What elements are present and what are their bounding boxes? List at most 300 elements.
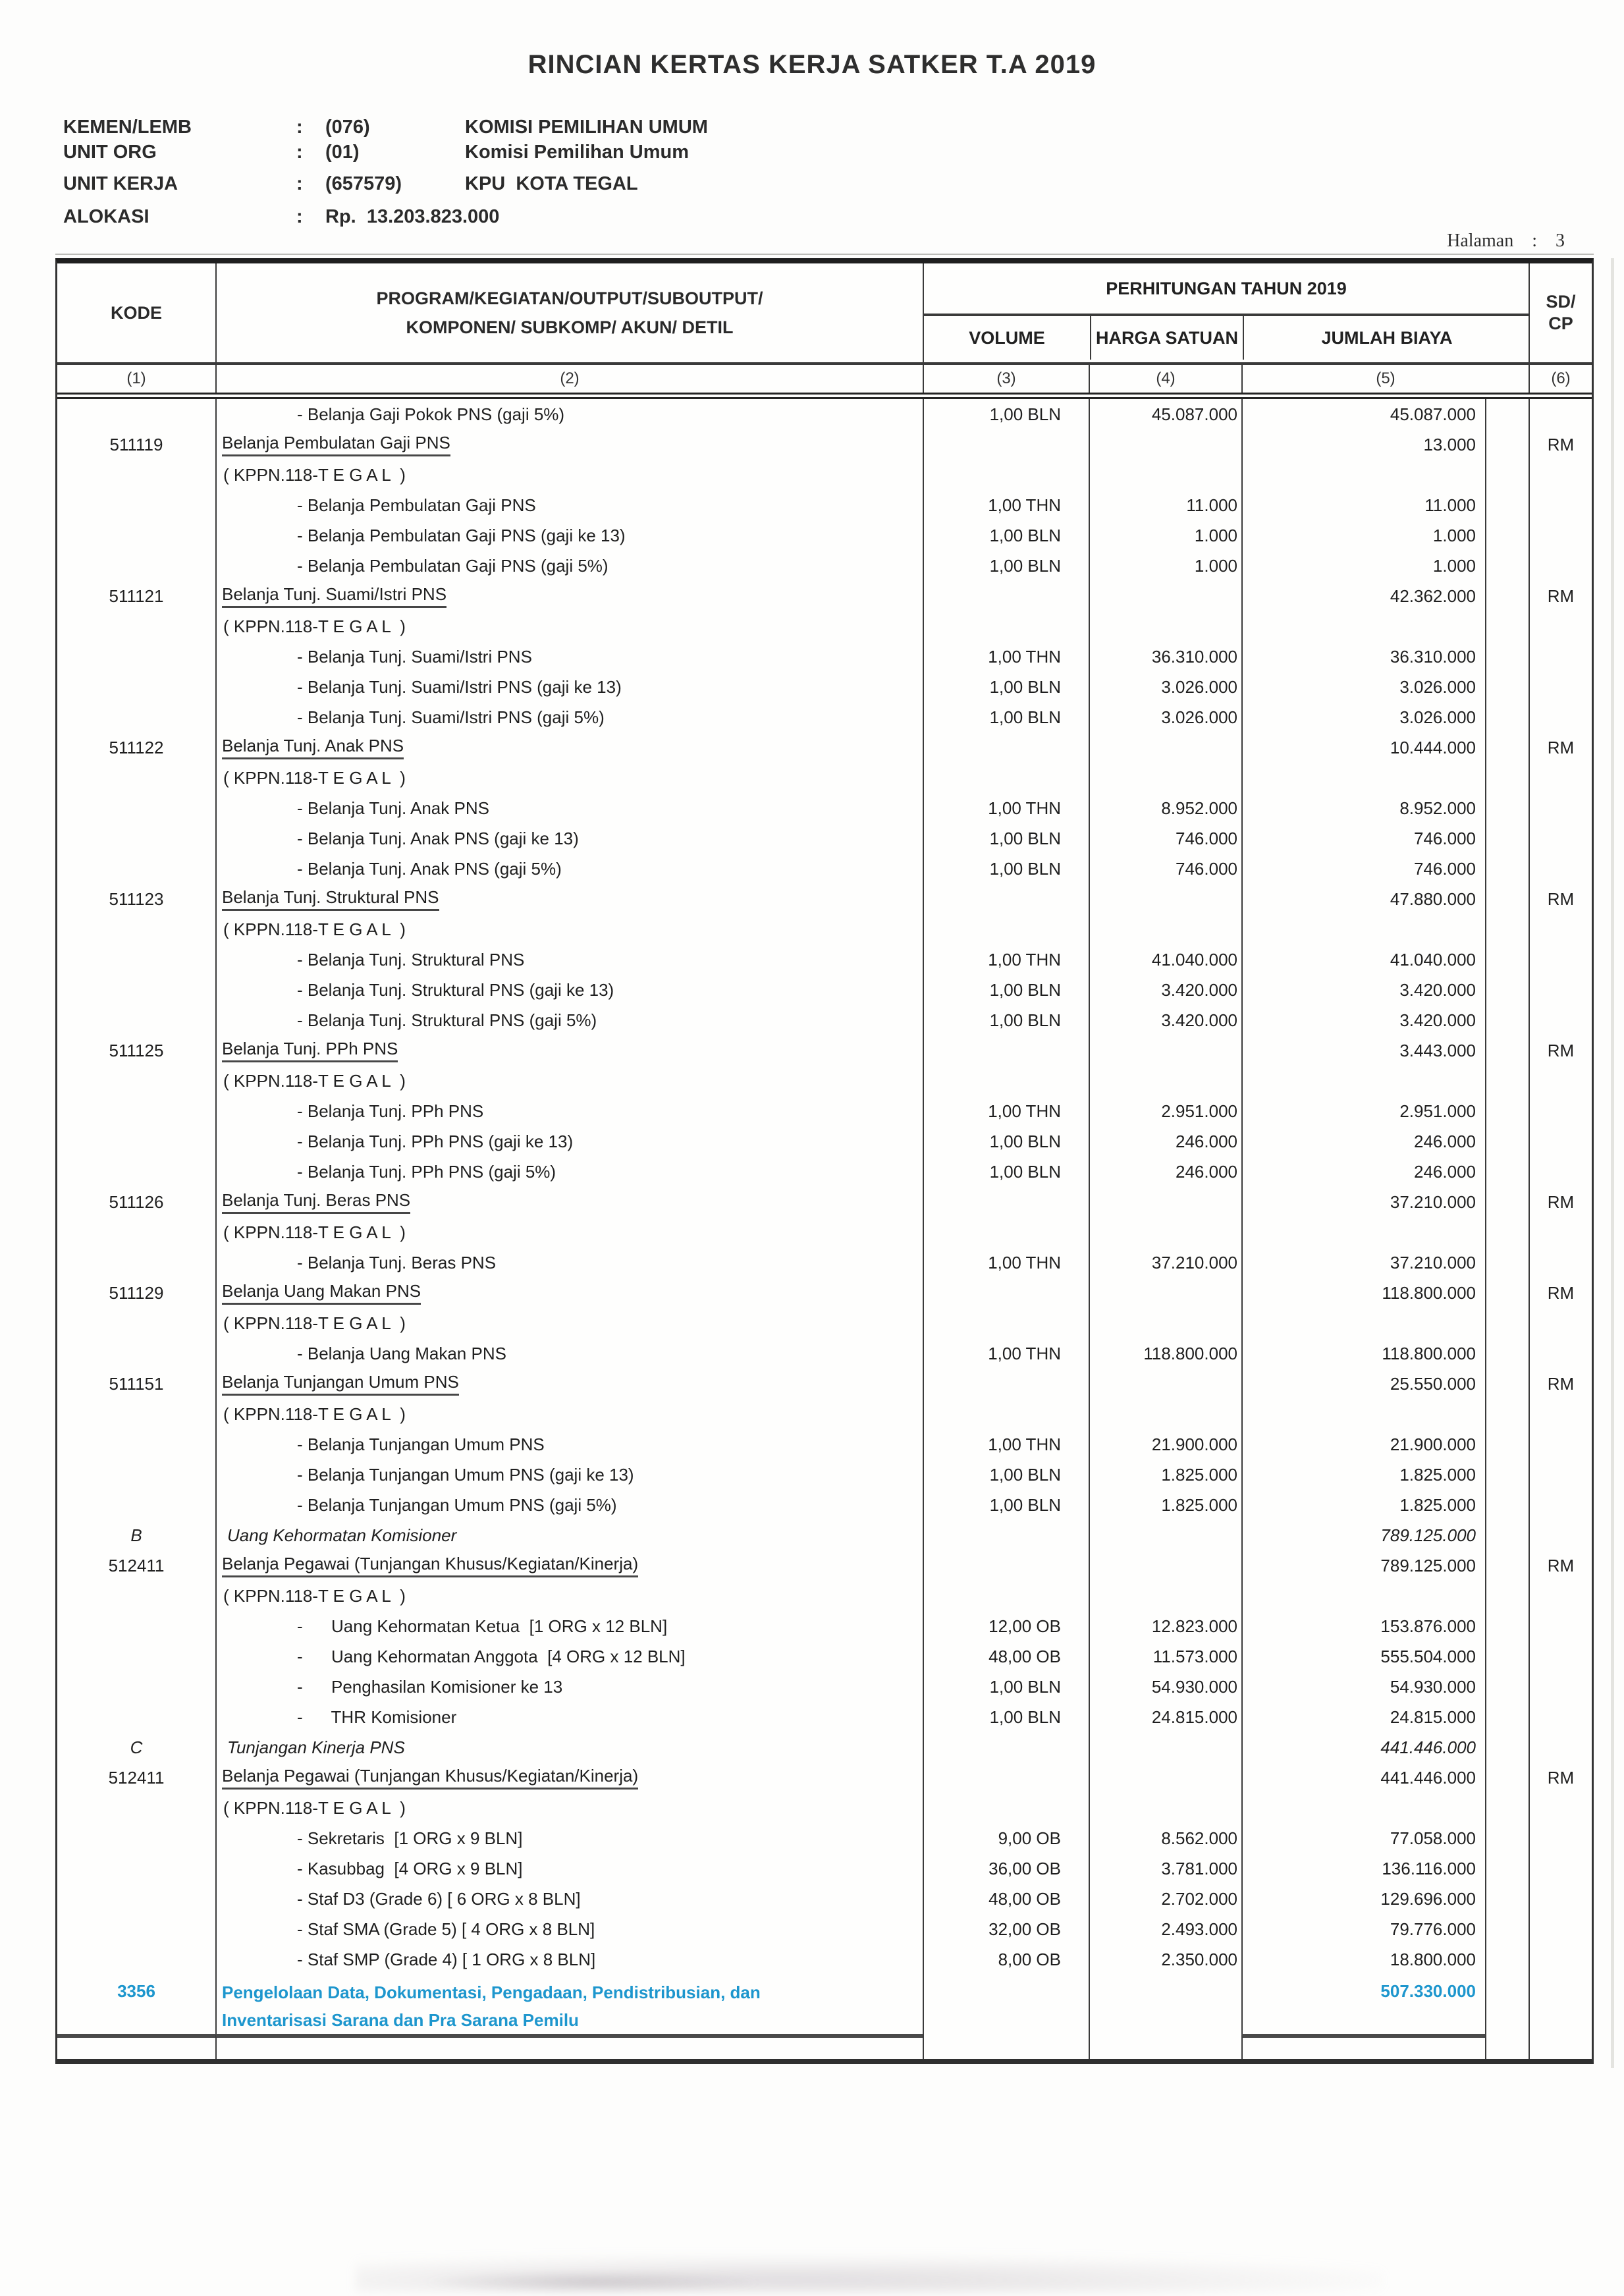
volume-cell: 1,00 BLN — [923, 1005, 1089, 1035]
spacer-cell — [1241, 2042, 1485, 2059]
sdcp-cell — [1529, 1641, 1592, 1672]
harga-satuan-cell: 2.951.000 — [1089, 1096, 1241, 1126]
sdcp-cell — [1529, 1884, 1592, 1914]
kode-cell — [57, 1126, 215, 1157]
spacer-cell — [923, 2034, 1089, 2042]
spacer-cell — [1485, 1823, 1529, 1853]
description-cell: - Belanja Tunjangan Umum PNS (gaji ke 13) — [215, 1460, 923, 1490]
meta-label: UNIT KERJA — [63, 173, 178, 194]
harga-satuan-cell — [1089, 1399, 1241, 1429]
jumlah-biaya-cell: 3.026.000 — [1241, 672, 1485, 702]
harga-satuan-cell: 2.350.000 — [1089, 1944, 1241, 1975]
meta-colon: : — [296, 206, 303, 227]
volume-cell — [923, 581, 1089, 611]
volume-cell: 1,00 THN — [923, 793, 1089, 823]
volume-cell — [923, 1763, 1089, 1793]
volume-cell: 1,00 BLN — [923, 1157, 1089, 1187]
sdcp-cell — [1529, 1975, 1592, 2034]
table-header — [57, 263, 1592, 365]
header-subcolumns — [924, 316, 1529, 360]
kode-cell — [57, 1611, 215, 1641]
harga-satuan-cell: 246.000 — [1089, 1126, 1241, 1157]
description-cell — [215, 1278, 923, 1308]
table-row — [57, 1035, 1592, 1066]
volume-cell: 1,00 THN — [923, 1096, 1089, 1126]
jumlah-biaya-cell — [1241, 1581, 1485, 1611]
kode-cell — [57, 1217, 215, 1247]
kode-cell — [57, 551, 215, 581]
jumlah-biaya-cell: 77.058.000 — [1241, 1823, 1485, 1853]
description-cell — [215, 1369, 923, 1399]
kode-cell — [57, 1944, 215, 1975]
description-cell: ( KPPN.118-T E G A L ) — [215, 1066, 923, 1096]
description-cell: - Kasubbag [4 ORG x 9 BLN] — [215, 1853, 923, 1884]
page-number — [1447, 231, 1565, 252]
harga-satuan-cell: 54.930.000 — [1089, 1672, 1241, 1702]
spacer-cell — [1485, 1581, 1529, 1611]
kode-cell: 511119 — [109, 434, 163, 454]
akun-title: Belanja Tunjangan Umum PNS — [222, 1372, 459, 1396]
description-cell — [215, 1975, 923, 2034]
volume-cell: 1,00 BLN — [923, 399, 1089, 429]
sdcp-cell — [1529, 1066, 1592, 1096]
jumlah-biaya-cell: 746.000 — [1241, 854, 1485, 884]
kode-cell: 512411 — [108, 1555, 165, 1575]
harga-satuan-cell: 3.420.000 — [1089, 975, 1241, 1005]
sdcp-cell: RM — [1529, 1278, 1592, 1308]
description-cell: - Belanja Tunj. Anak PNS — [215, 793, 923, 823]
volume-cell — [923, 1066, 1089, 1096]
sdcp-cell — [1529, 642, 1592, 672]
harga-satuan-cell: 2.493.000 — [1089, 1914, 1241, 1944]
sdcp-cell — [1529, 1399, 1592, 1429]
sdcp-cell — [1529, 1126, 1592, 1157]
table-row — [57, 1429, 1592, 1460]
kode-cell — [57, 1853, 215, 1884]
scan-line-artifact — [55, 254, 1594, 255]
jumlah-biaya-cell: 789.125.000 — [1241, 1550, 1485, 1581]
meta-label: UNIT ORG — [63, 142, 157, 163]
description-cell: ( KPPN.118-T E G A L ) — [215, 1793, 923, 1823]
spacer-cell — [1485, 1278, 1529, 1308]
description-cell: - THR Komisioner — [215, 1702, 923, 1732]
table-body — [57, 399, 1592, 2034]
volume-cell: 1,00 BLN — [923, 1460, 1089, 1490]
kode-cell — [57, 1672, 215, 1702]
table-row — [57, 1187, 1592, 1217]
meta-label: KEMEN/LEMB — [63, 117, 192, 138]
kode-cell — [57, 975, 215, 1005]
volume-cell: 32,00 OB — [923, 1914, 1089, 1944]
akun-title: Belanja Tunj. Suami/Istri PNS — [222, 584, 447, 608]
jumlah-biaya-cell: 507.330.000 — [1241, 1975, 1485, 2034]
kode-cell — [57, 642, 215, 672]
volume-cell — [923, 1732, 1089, 1763]
table-row — [57, 944, 1592, 975]
table-row — [57, 1490, 1592, 1520]
harga-satuan-cell — [1089, 1550, 1241, 1581]
volume-cell — [923, 429, 1089, 460]
header-program-line1: PROGRAM/KEGIATAN/OUTPUT/SUBOUTPUT/ — [376, 288, 763, 308]
table-row — [57, 975, 1592, 1005]
description-cell: - Belanja Tunj. Struktural PNS (gaji ke 13) — [215, 975, 923, 1005]
kode-cell — [57, 1793, 215, 1823]
harga-satuan-cell — [1089, 914, 1241, 944]
jumlah-biaya-cell: 10.444.000 — [1241, 732, 1485, 763]
jumlah-biaya-cell: 36.310.000 — [1241, 642, 1485, 672]
volume-cell: 12,00 OB — [923, 1611, 1089, 1641]
kode-cell: 511126 — [109, 1191, 164, 1212]
volume-cell — [923, 1399, 1089, 1429]
table-row — [57, 1550, 1592, 1581]
volume-cell — [923, 1975, 1089, 2034]
column-number-2: (2) — [215, 365, 923, 393]
budget-table — [55, 258, 1594, 2064]
volume-cell: 1,00 THN — [923, 1429, 1089, 1460]
jumlah-biaya-cell: 441.446.000 — [1241, 1732, 1485, 1763]
spacer-cell — [1485, 1066, 1529, 1096]
description-cell: ( KPPN.118-T E G A L ) — [215, 611, 923, 642]
sdcp-cell — [1529, 854, 1592, 884]
table-row — [57, 1975, 1592, 2034]
jumlah-biaya-cell: 1.000 — [1241, 520, 1485, 551]
page-number-value: 3 — [1556, 231, 1565, 251]
jumlah-biaya-cell: 21.900.000 — [1241, 1429, 1485, 1460]
volume-cell: 1,00 BLN — [923, 823, 1089, 854]
harga-satuan-cell: 3.026.000 — [1089, 702, 1241, 732]
volume-cell — [923, 884, 1089, 914]
volume-cell — [923, 1217, 1089, 1247]
jumlah-biaya-cell: 41.040.000 — [1241, 944, 1485, 975]
jumlah-biaya-cell — [1241, 1399, 1485, 1429]
volume-cell: 1,00 BLN — [923, 1672, 1089, 1702]
volume-cell: 1,00 BLN — [923, 702, 1089, 732]
jumlah-biaya-cell: 441.446.000 — [1241, 1763, 1485, 1793]
kode-cell — [57, 702, 215, 732]
header-sdcp-line1: SD/ — [1546, 292, 1576, 312]
table-row — [57, 763, 1592, 793]
volume-cell: 36,00 OB — [923, 1853, 1089, 1884]
description-cell — [215, 581, 923, 611]
kode-cell — [57, 1884, 215, 1914]
description-cell: - Belanja Tunjangan Umum PNS (gaji 5%) — [215, 1490, 923, 1520]
harga-satuan-cell — [1089, 1732, 1241, 1763]
table-row — [57, 1096, 1592, 1126]
spacer-cell — [1485, 763, 1529, 793]
jumlah-biaya-cell: 136.116.000 — [1241, 1853, 1485, 1884]
spacer-cell — [1485, 611, 1529, 642]
description-line: Inventarisasi Sarana dan Pra Sarana Pemilu — [222, 2010, 579, 2030]
table-row — [57, 1884, 1592, 1914]
sdcp-cell — [1529, 672, 1592, 702]
kode-cell — [57, 1399, 215, 1429]
jumlah-biaya-cell: 25.550.000 — [1241, 1369, 1485, 1399]
table-row — [57, 793, 1592, 823]
subtotal-rule — [1241, 2034, 1485, 2042]
column-number-5: (5) — [1241, 365, 1529, 393]
description-cell: - Staf D3 (Grade 6) [ 6 ORG x 8 BLN] — [215, 1884, 923, 1914]
harga-satuan-cell: 746.000 — [1089, 823, 1241, 854]
volume-cell — [923, 732, 1089, 763]
spacer-cell — [1485, 1884, 1529, 1914]
sdcp-cell — [1529, 1914, 1592, 1944]
kode-cell — [57, 1490, 215, 1520]
harga-satuan-cell — [1089, 1763, 1241, 1793]
scan-smudge — [421, 2271, 764, 2293]
table-row — [57, 1581, 1592, 1611]
sdcp-cell: RM — [1529, 429, 1592, 460]
volume-cell — [923, 611, 1089, 642]
spacer-cell — [1485, 1914, 1529, 1944]
jumlah-biaya-cell — [1241, 460, 1485, 490]
kode-cell — [57, 1308, 215, 1338]
spacer-cell — [1089, 2042, 1241, 2059]
spacer-cell — [1485, 551, 1529, 581]
meta-code: (076) — [325, 117, 370, 138]
meta-code: Rp. 13.203.823.000 — [325, 206, 500, 227]
sdcp-cell: RM — [1529, 581, 1592, 611]
sdcp-cell — [1529, 1460, 1592, 1490]
harga-satuan-cell: 1.000 — [1089, 520, 1241, 551]
sdcp-cell — [1529, 611, 1592, 642]
description-cell: - Penghasilan Komisioner ke 13 — [215, 1672, 923, 1702]
description-cell: - Belanja Uang Makan PNS — [215, 1338, 923, 1369]
table-row — [57, 1732, 1592, 1763]
volume-cell: 1,00 THN — [923, 642, 1089, 672]
kode-cell — [57, 611, 215, 642]
sdcp-cell — [1529, 1702, 1592, 1732]
table-row — [57, 823, 1592, 854]
jumlah-biaya-cell: 3.420.000 — [1241, 975, 1485, 1005]
jumlah-biaya-cell: 11.000 — [1241, 490, 1485, 520]
spacer-cell — [1485, 884, 1529, 914]
harga-satuan-cell: 24.815.000 — [1089, 1702, 1241, 1732]
sdcp-cell — [1529, 490, 1592, 520]
kode-cell — [57, 1066, 215, 1096]
header-perhitungan-group — [923, 263, 1529, 362]
table-row — [57, 1793, 1592, 1823]
jumlah-biaya-cell: 47.880.000 — [1241, 884, 1485, 914]
description-cell — [215, 429, 923, 460]
kode-cell: 512411 — [108, 1767, 165, 1788]
meta-colon: : — [296, 173, 303, 194]
harga-satuan-cell — [1089, 884, 1241, 914]
table-row — [57, 914, 1592, 944]
subtotal-rule — [215, 2034, 923, 2042]
page-number-label: Halaman — [1447, 231, 1514, 251]
sdcp-cell — [1529, 1793, 1592, 1823]
volume-cell: 1,00 BLN — [923, 1702, 1089, 1732]
table-row — [57, 581, 1592, 611]
table-row — [57, 490, 1592, 520]
sdcp-cell — [1529, 1672, 1592, 1702]
spacer-cell — [1485, 2042, 1529, 2059]
column-number-3: (3) — [923, 365, 1089, 393]
sdcp-cell — [1529, 763, 1592, 793]
table-row — [57, 520, 1592, 551]
description-cell: - Belanja Pembulatan Gaji PNS (gaji 5%) — [215, 551, 923, 581]
kode-cell — [57, 854, 215, 884]
description-cell: ( KPPN.118-T E G A L ) — [215, 1217, 923, 1247]
harga-satuan-cell — [1089, 1308, 1241, 1338]
harga-satuan-cell: 3.420.000 — [1089, 1005, 1241, 1035]
table-row — [57, 1126, 1592, 1157]
volume-cell — [923, 1369, 1089, 1399]
page-number-separator: : — [1532, 231, 1537, 251]
kode-cell — [57, 1914, 215, 1944]
kode-cell — [57, 1338, 215, 1369]
harga-satuan-cell — [1089, 460, 1241, 490]
jumlah-biaya-cell: 13.000 — [1241, 429, 1485, 460]
sdcp-cell — [1529, 1429, 1592, 1460]
sdcp-cell — [1529, 914, 1592, 944]
jumlah-biaya-cell: 555.504.000 — [1241, 1641, 1485, 1672]
harga-satuan-cell — [1089, 1581, 1241, 1611]
spacer-cell — [1485, 399, 1529, 429]
kode-cell — [57, 490, 215, 520]
volume-cell: 1,00 THN — [923, 1338, 1089, 1369]
kode-cell — [57, 1005, 215, 1035]
harga-satuan-cell — [1089, 1066, 1241, 1096]
jumlah-biaya-cell: 79.776.000 — [1241, 1914, 1485, 1944]
spacer-cell — [1485, 1126, 1529, 1157]
harga-satuan-cell: 3.781.000 — [1089, 1853, 1241, 1884]
jumlah-biaya-cell: 3.026.000 — [1241, 702, 1485, 732]
table-row — [57, 1308, 1592, 1338]
sdcp-cell: RM — [1529, 884, 1592, 914]
volume-cell: 1,00 BLN — [923, 1126, 1089, 1157]
spacer-cell — [1485, 1763, 1529, 1793]
spacer-cell — [1485, 1702, 1529, 1732]
description-cell: - Belanja Pembulatan Gaji PNS — [215, 490, 923, 520]
kode-cell — [57, 944, 215, 975]
table-tail-row — [57, 2042, 1592, 2059]
header-perhitungan: PERHITUNGAN TAHUN 2019 — [924, 263, 1529, 316]
header-program — [215, 263, 923, 362]
volume-cell — [923, 1035, 1089, 1066]
akun-title: Belanja Pembulatan Gaji PNS — [222, 433, 450, 456]
description-cell: - Belanja Tunj. Anak PNS (gaji 5%) — [215, 854, 923, 884]
spacer-cell — [1485, 793, 1529, 823]
kode-cell — [57, 672, 215, 702]
column-number-4: (4) — [1089, 365, 1241, 393]
harga-satuan-cell: 746.000 — [1089, 854, 1241, 884]
spacer-cell — [1485, 1732, 1529, 1763]
sdcp-cell — [1529, 520, 1592, 551]
akun-title: Belanja Tunj. Anak PNS — [222, 736, 404, 759]
jumlah-biaya-cell: 118.800.000 — [1241, 1278, 1485, 1308]
sdcp-cell — [1529, 1732, 1592, 1763]
description-cell: - Belanja Tunj. Struktural PNS (gaji 5%) — [215, 1005, 923, 1035]
kode-cell — [57, 793, 215, 823]
description-cell: - Uang Kehormatan Ketua [1 ORG x 12 BLN] — [215, 1611, 923, 1641]
jumlah-biaya-cell: 3.420.000 — [1241, 1005, 1485, 1035]
spacer-cell — [215, 2042, 923, 2059]
description-cell: - Belanja Tunjangan Umum PNS — [215, 1429, 923, 1460]
jumlah-biaya-cell: 1.825.000 — [1241, 1490, 1485, 1520]
volume-cell — [923, 1520, 1089, 1550]
kode-cell — [57, 914, 215, 944]
harga-satuan-cell: 1.000 — [1089, 551, 1241, 581]
spacer-cell — [57, 2042, 215, 2059]
harga-satuan-cell — [1089, 732, 1241, 763]
akun-title: Belanja Pegawai (Tunjangan Khusus/Kegiatan/Kinerja) — [222, 1766, 638, 1790]
harga-satuan-cell: 45.087.000 — [1089, 399, 1241, 429]
kode-cell — [57, 520, 215, 551]
akun-title: Belanja Pegawai (Tunjangan Khusus/Kegiatan/Kinerja) — [222, 1554, 638, 1577]
jumlah-biaya-cell: 42.362.000 — [1241, 581, 1485, 611]
spacer-cell — [1529, 2034, 1592, 2042]
harga-satuan-cell: 118.800.000 — [1089, 1338, 1241, 1369]
header-program-line2: KOMPONEN/ SUBKOMP/ AKUN/ DETIL — [406, 317, 734, 337]
description-cell: Uang Kehormatan Komisioner — [215, 1520, 923, 1550]
volume-cell: 1,00 BLN — [923, 520, 1089, 551]
spacer-cell — [1485, 1035, 1529, 1066]
column-number-1: (1) — [126, 369, 146, 387]
sdcp-cell: RM — [1529, 1369, 1592, 1399]
volume-cell: 1,00 BLN — [923, 551, 1089, 581]
kode-cell: C — [130, 1737, 143, 1757]
spacer-cell — [1485, 1611, 1529, 1641]
table-row — [57, 1338, 1592, 1369]
spacer-cell — [1485, 1429, 1529, 1460]
column-number-6: (6) — [1529, 365, 1592, 393]
jumlah-biaya-cell: 37.210.000 — [1241, 1187, 1485, 1217]
table-row — [57, 1853, 1592, 1884]
sdcp-cell — [1529, 460, 1592, 490]
sdcp-cell — [1529, 1944, 1592, 1975]
meta-value: KPU KOTA TEGAL — [465, 173, 638, 194]
table-row — [57, 672, 1592, 702]
kode-cell — [57, 1641, 215, 1672]
spacer-cell — [1485, 1338, 1529, 1369]
meta-value: Komisi Pemilihan Umum — [465, 142, 690, 163]
volume-cell — [923, 1793, 1089, 1823]
meta-label: ALOKASI — [63, 206, 149, 227]
description-cell: - Belanja Tunj. Beras PNS — [215, 1247, 923, 1278]
jumlah-biaya-cell: 37.210.000 — [1241, 1247, 1485, 1278]
harga-satuan-cell — [1089, 1035, 1241, 1066]
spacer-cell — [1485, 854, 1529, 884]
meta-row-alokasi — [63, 204, 708, 229]
spacer-cell — [1485, 1944, 1529, 1975]
volume-cell: 1,00 THN — [923, 1247, 1089, 1278]
spacer-cell — [1485, 1550, 1529, 1581]
description-cell — [215, 1035, 923, 1066]
sdcp-cell — [1529, 1823, 1592, 1853]
spacer-cell — [1485, 1460, 1529, 1490]
volume-cell: 1,00 THN — [923, 490, 1089, 520]
jumlah-biaya-cell: 8.952.000 — [1241, 793, 1485, 823]
table-row — [57, 732, 1592, 763]
harga-satuan-cell — [1089, 1975, 1241, 2034]
harga-satuan-cell: 41.040.000 — [1089, 944, 1241, 975]
jumlah-biaya-cell — [1241, 1066, 1485, 1096]
kode-cell — [57, 1096, 215, 1126]
table-row — [57, 1399, 1592, 1429]
description-cell: ( KPPN.118-T E G A L ) — [215, 1308, 923, 1338]
sdcp-cell — [1529, 1308, 1592, 1338]
table-row — [57, 1944, 1592, 1975]
kode-cell — [57, 460, 215, 490]
kode-cell: 511122 — [109, 737, 164, 757]
description-cell — [215, 1187, 923, 1217]
meta-row-kemen-lemb — [63, 115, 708, 140]
harga-satuan-cell: 3.026.000 — [1089, 672, 1241, 702]
description-cell: ( KPPN.118-T E G A L ) — [215, 460, 923, 490]
table-row — [57, 1460, 1592, 1490]
volume-cell — [923, 914, 1089, 944]
